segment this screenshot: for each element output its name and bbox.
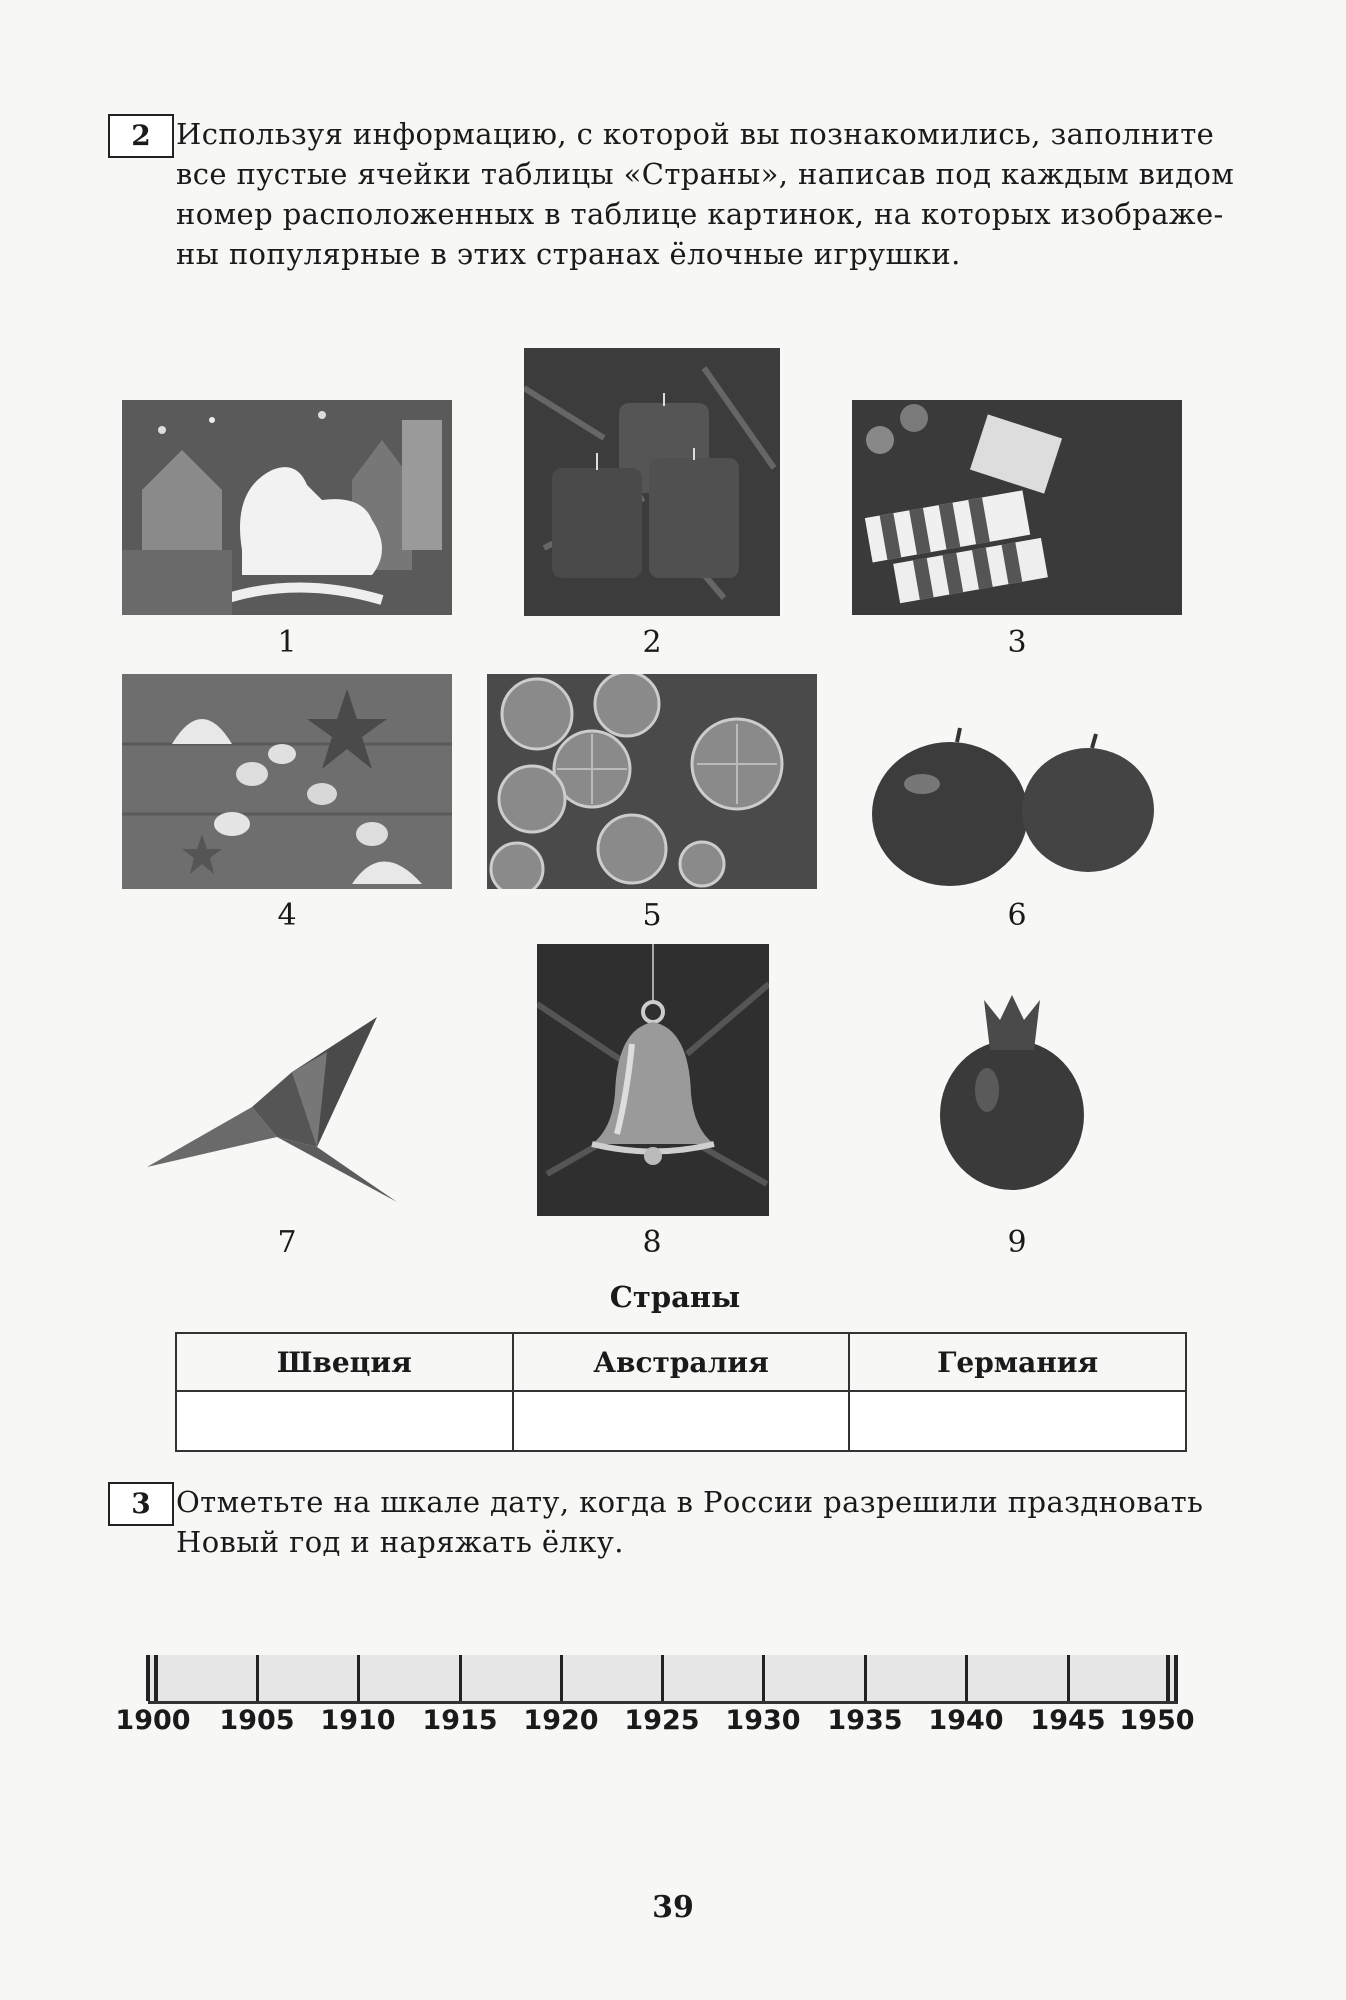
answer-cell-germany[interactable] xyxy=(849,1391,1186,1451)
column-header-australia: Австралия xyxy=(513,1333,850,1391)
timeline-year-label: 1920 xyxy=(523,1705,599,1736)
timeline-year-label: 1950 xyxy=(1119,1705,1195,1736)
wooden-horse-image xyxy=(122,400,452,615)
task-2-text xyxy=(176,114,1234,274)
answer-cell-sweden[interactable] xyxy=(176,1391,513,1451)
picture-5-dried-oranges xyxy=(487,674,817,889)
timeline-year-label: 1930 xyxy=(725,1705,801,1736)
timeline-tick xyxy=(357,1655,360,1701)
pomegranate-image xyxy=(932,990,1092,1195)
timeline-year-label: 1925 xyxy=(624,1705,700,1736)
picture-3-socks xyxy=(852,400,1182,615)
bell-image xyxy=(537,944,769,1216)
timeline-start-tick xyxy=(154,1655,158,1701)
timeline-year-label: 1945 xyxy=(1030,1705,1106,1736)
countries-table xyxy=(175,1332,1187,1452)
task-3-line: Новый год и наряжать ёлку. xyxy=(176,1525,624,1559)
picture-8-bell xyxy=(537,944,769,1216)
page-number: 39 xyxy=(652,1890,694,1925)
picture-7-origami-crane xyxy=(142,1012,412,1212)
timeline-year-label: 1905 xyxy=(219,1705,295,1736)
picture-4-shells xyxy=(122,674,452,889)
shells-image xyxy=(122,674,452,889)
timeline-tick xyxy=(1067,1655,1070,1701)
picture-6-label: 6 xyxy=(1007,898,1027,933)
column-header-germany: Германия xyxy=(849,1333,1186,1391)
timeline-tick xyxy=(864,1655,867,1701)
picture-7-label: 7 xyxy=(277,1225,297,1260)
picture-1-label: 1 xyxy=(277,625,297,660)
picture-2-candles xyxy=(524,348,780,616)
origami-crane-image xyxy=(142,1012,412,1212)
picture-9-label: 9 xyxy=(1007,1225,1027,1260)
timeline-year-label: 1915 xyxy=(422,1705,498,1736)
timeline-tick xyxy=(965,1655,968,1701)
task-2-line: ны популярные в этих странах ёлочные игрушки. xyxy=(176,237,961,271)
task-3-line: Отметьте на шкале дату, когда в России разрешили праздновать xyxy=(176,1485,1204,1519)
task-3-number: 3 xyxy=(108,1482,174,1526)
task-2-number: 2 xyxy=(108,114,174,158)
picture-9-pomegranate xyxy=(932,990,1092,1195)
timeline-year-label: 1910 xyxy=(320,1705,396,1736)
timeline-year-label: 1940 xyxy=(928,1705,1004,1736)
picture-5-label: 5 xyxy=(642,898,662,933)
table-title: Страны xyxy=(609,1280,741,1314)
picture-1-wooden-horse xyxy=(122,400,452,615)
timeline-start-tick xyxy=(146,1655,150,1701)
column-header-sweden: Швеция xyxy=(176,1333,513,1391)
answer-cell-australia[interactable] xyxy=(513,1391,850,1451)
timeline-end-tick xyxy=(1166,1655,1170,1701)
task-2-line: все пустые ячейки таблицы «Страны», написав под каждым видом xyxy=(176,157,1235,191)
timeline-tick xyxy=(256,1655,259,1701)
picture-2-label: 2 xyxy=(642,625,662,660)
timeline-year-label: 1935 xyxy=(827,1705,903,1736)
timeline-tick xyxy=(762,1655,765,1701)
socks-image xyxy=(852,400,1182,615)
candles-image xyxy=(524,348,780,616)
task-3-text xyxy=(176,1482,1203,1562)
dried-oranges-image xyxy=(487,674,817,889)
apples-image xyxy=(862,724,1172,894)
picture-3-label: 3 xyxy=(1007,625,1027,660)
picture-6-apples xyxy=(862,724,1172,894)
timeline-year-label: 1900 xyxy=(115,1705,191,1736)
picture-4-label: 4 xyxy=(277,898,297,933)
picture-8-label: 8 xyxy=(642,1225,662,1260)
timeline-tick xyxy=(661,1655,664,1701)
task-2-line: Используя информацию, с которой вы познакомились, заполните xyxy=(176,117,1215,151)
timeline-tick xyxy=(459,1655,462,1701)
timeline-tick xyxy=(560,1655,563,1701)
task-2-line: номер расположенных в таблице картинок, на которых изображе- xyxy=(176,197,1224,231)
timeline-end-tick xyxy=(1174,1655,1178,1701)
